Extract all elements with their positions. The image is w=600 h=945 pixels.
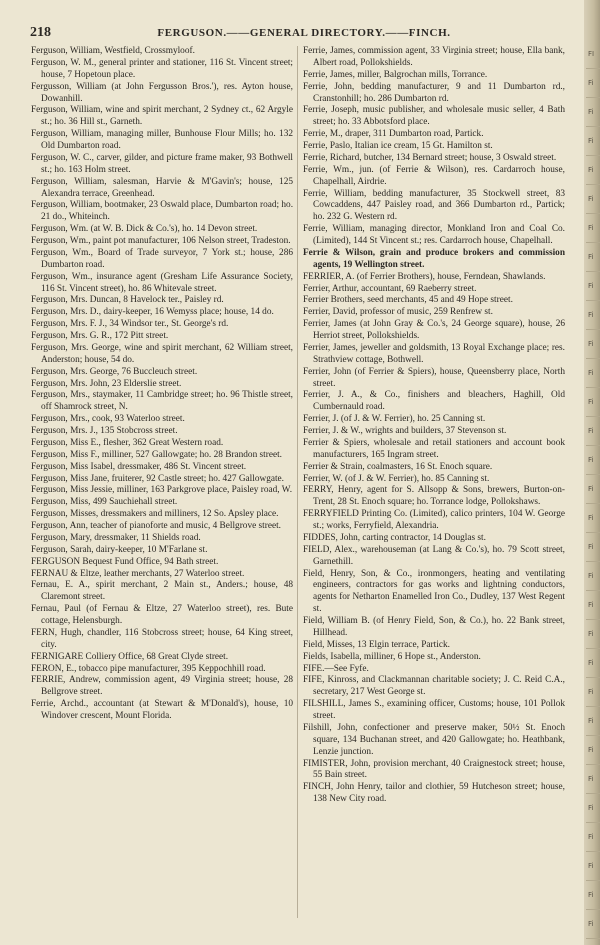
edge-tab: Fi (586, 388, 600, 417)
edge-tab: Fi (586, 823, 600, 852)
edge-tab: Fi (586, 185, 600, 214)
running-head: FERGUSON.——GENERAL DIRECTORY.——FINCH. (157, 27, 451, 39)
directory-entry: Ferrie, John, bedding manufacturer, 9 and 11 Dumbarton rd., Cranstonhill; ho. 286 Dumbarton rd. (303, 81, 565, 104)
edge-tab: Fi (586, 794, 600, 823)
directory-entry: FIFE, Kinross, and Clackmannan charitable society; J. C. Reid C.A., secretary, 217 West George st. (303, 675, 565, 698)
edge-tab: Fi (586, 678, 600, 707)
page-header (30, 24, 578, 42)
edge-tab: Fi (586, 359, 600, 388)
directory-entry: Ferrie, Richard, butcher, 134 Bernard street; house, 3 Oswald street. (303, 152, 557, 163)
directory-entry: Ferguson, Sarah, dairy-keeper, 10 M'Farlane st. (31, 544, 208, 555)
directory-entry: Ferguson, William, bootmaker, 23 Oswald place, Dumbarton road; ho. 21 do., Whiteinch. (31, 200, 294, 223)
directory-entry: Ferrier, James (at John Gray & Co.'s, 24 George square), house, 26 Herriot street, Pollokshields. (303, 319, 565, 341)
edge-tab: Fi (586, 765, 600, 794)
directory-entry: Ferguson, Mrs., staymaker, 11 Cambridge street; ho. 96 Thistle street, off Shamrock street, N. (31, 390, 293, 413)
directory-entry: FERNIGARE Colliery Office, 68 Great Clyde street. (31, 651, 229, 662)
directory-entry: Ferrie, Joseph, music publisher, and wholesale music seller, 4 Bath street; ho. 33 Abbotsford place. (303, 105, 565, 128)
edge-tab: Fi (586, 446, 600, 475)
directory-entry: Ferrier, John (of Ferrier & Spiers), house, Queensberry place, North street. (303, 366, 565, 389)
edge-tab: Fi (586, 649, 600, 678)
column-divider (297, 46, 298, 918)
directory-entry: FIMISTER, John, provision merchant, 40 Craignestock street; house, 55 Bain street. (303, 758, 565, 781)
directory-entry: Ferguson, Mrs. Duncan, 8 Havelock ter., Paisley rd. (31, 295, 224, 306)
directory-entry: Filshill, John, confectioner and preserve maker, 50½ St. Enoch square, 134 Buchanan street, and 420 Gallowgate; ho. Heathbank, Lenzie junction. (303, 722, 565, 757)
edge-tab: FI (586, 40, 600, 69)
directory-entry: FINCH, John Henry, tailor and clothier, 59 Hutcheson street; house, 138 New City road. (303, 782, 565, 805)
edge-tab: Fi (586, 852, 600, 881)
edge-tab: Fi (586, 301, 600, 330)
directory-entry: Field, William B. (of Henry Field, Son, & Co.), ho. 22 Bank street, Hillhead. (303, 616, 565, 638)
edge-tab: Fi (586, 504, 600, 533)
directory-entry: FERON, E., tobacco pipe manufacturer, 395 Keppochhill road. (31, 663, 266, 674)
directory-entry: Ferguson, Mrs. F. J., 34 Windsor ter., St. George's rd. (31, 319, 229, 330)
page-edge (584, 0, 600, 945)
directory-entry: Ferguson, Miss, 499 Sauchiehall street. (31, 497, 178, 508)
directory-entry: Ferrier, J. A., & Co., finishers and bleachers, Haghill, Old Cumbernauld road. (303, 390, 565, 413)
directory-entry: Ferrie, William, managing director, Monkland Iron and Coal Co. (Limited), 144 St Vincent st.; res. Cardarroch house, Chapelhall. (303, 224, 565, 246)
directory-entry: FERRIE, Andrew, commission agent, 49 Virginia street; house, 28 Bellgrove street. (31, 675, 293, 698)
directory-entry: Ferrie, Archd., accountant (at Stewart & M'Donald's), house, 10 Windover crescent, Mount Florida. (31, 699, 293, 721)
directory-entry: Ferrie & Wilson, grain and produce brokers and commission agents, 19 Wellington street. (303, 247, 565, 270)
directory-entry: Ferguson, William, managing miller, Bunhouse Flour Mills; ho. 132 Old Dumbarton road. (31, 129, 293, 151)
directory-entry: Ferrie, James, commission agent, 33 Virginia street; house, Ella bank, Albert road, Pollokshields. (303, 46, 565, 68)
directory-entry: Ferguson, Miss Jessie, milliner, 163 Parkgrove place, Paisley road, W. (31, 485, 293, 496)
directory-entry: Ferrie, M., draper, 311 Dumbarton road, Partick. (303, 129, 484, 140)
directory-entry: FERRYFIELD Printing Co. (Limited), calico printers, 104 W. George st.; works, Ferryfield, Alexandria. (303, 509, 565, 531)
edge-tab: Fi (586, 243, 600, 272)
directory-entry: Ferguson, Miss Jane, fruiterer, 92 Castle street; ho. 427 Gallowgate. (31, 473, 285, 484)
directory-entry: Field, Henry, Son, & Co., ironmongers, heating and ventilating engineers, contractors for gas works and lightning conductors, agents for Netharton Enamelled Iron Co., Dudley, 137 West Regent st. (303, 568, 565, 615)
directory-entry: Ferguson, Mrs. George, wine and spirit merchant, 62 William street, Anderston; house, 54 do. (31, 342, 293, 365)
directory-entry: Ferrier, J. & W., wrights and builders, 37 Stevenson st. (303, 426, 507, 436)
edge-tab: Fi (586, 69, 600, 98)
edge-tab: Fi (586, 736, 600, 765)
directory-entry: Ferrier, David, professor of music, 259 Renfrew st. (303, 307, 493, 318)
directory-entry: Ferrier, Arthur, accountant, 69 Raeberry street. (303, 283, 477, 294)
edge-tab: Fi (586, 127, 600, 156)
directory-entry: Ferguson, Miss E., flesher, 362 Great Western road. (31, 437, 224, 448)
directory-entry: Ferguson, Ann, teacher of pianoforte and music, 4 Bellgrove street. (31, 521, 282, 531)
directory-entry: FERGUSON Bequest Fund Office, 94 Bath street. (31, 556, 219, 567)
directory-entry: FIDDES, John, carting contractor, 14 Douglas st. (303, 532, 486, 543)
directory-entry: Fergusson, William (at John Fergusson Bros.'), res. Ayton house, Dowanhill. (31, 81, 293, 104)
directory-entry: Ferguson, Mary, dressmaker, 11 Shields road. (31, 532, 201, 543)
directory-entry: Fields, Isabella, milliner, 6 Hope st., Anderston. (303, 651, 481, 662)
edge-tab: Fi (586, 591, 600, 620)
edge-tab: Fi (586, 707, 600, 736)
right-column (303, 46, 565, 806)
directory-entry: Ferguson, Wm. (at W. B. Dick & Co.'s), ho. 14 Devon street. (31, 224, 258, 235)
directory-entry: Ferrie, Wm., jun. (of Ferrie & Wilson), res. Cardarroch house, Chapelhall, Airdrie. (303, 164, 565, 187)
directory-entry: FERN, Hugh, chandler, 116 Stobcross street; house, 64 King street, city. (31, 627, 293, 650)
directory-entry: Ferguson, William, Westfield, Crossmyloof. (31, 46, 195, 56)
directory-entry: Ferguson, Mrs. George, 76 Buccleuch street. (31, 366, 198, 377)
edge-tab: Fi (586, 910, 600, 939)
directory-entry: Ferguson, Wm., paint pot manufacturer, 106 Nelson street, Tradeston. (31, 236, 291, 246)
edge-tab: Fi (586, 330, 600, 359)
directory-entry: Ferrier & Spiers, wholesale and retail stationers and account book manufacturers, 165 Ingram street. (303, 437, 565, 460)
edge-tab: Fi (586, 475, 600, 504)
directory-entry: Ferrie, William, bedding manufacturer, 35 Stockwell street, 83 Cowcaddens, 447 Paisley road, and 366 Dumbarton rd., Partick; ho. 232 G. Western rd. (303, 188, 565, 223)
directory-entry: Ferrier, W. (of J. & W. Ferrier), ho. 85 Canning st. (303, 473, 490, 484)
page-number: 218 (30, 25, 51, 40)
edge-tab: Fi (586, 881, 600, 910)
directory-entry: Ferguson, Wm., Board of Trade surveyor, 7 York st.; house, 286 Dumbarton road. (31, 247, 293, 270)
edge-tab: Fi (586, 417, 600, 446)
directory-entry: Ferguson, Mrs. J., 135 Stobcross street. (31, 426, 178, 436)
directory-entry: Ferrier & Strain, coalmasters, 16 St. Enoch square. (303, 461, 493, 472)
directory-entry: Ferrie, James, miller, Balgrochan mills, Torrance. (303, 69, 488, 80)
edge-tab: Fi (586, 533, 600, 562)
directory-entry: Ferguson, William, wine and spirit merchant, 2 Sydney ct., 62 Argyle st.; ho. 36 Hill st., Garneth. (31, 105, 293, 128)
edge-tab: Fi (586, 156, 600, 185)
directory-entry: FERRY, Henry, agent for S. Allsopp & Sons, brewers, Burton-on-Trent, 28 St. Enoch square; ho. Torrance lodge, Pollokshaws. (303, 485, 565, 508)
adjacent-page-tabs (586, 40, 600, 928)
directory-entry: Fernau, Paul (of Fernau & Eltze, 27 Waterloo street), res. Bute cottage, Helensburgh. (31, 604, 293, 626)
edge-tab: Fi (586, 98, 600, 127)
directory-entry: FIFE.—See Fyfe. (303, 663, 369, 674)
directory-entry: Ferguson, W. C., carver, gilder, and picture frame maker, 93 Bothwell st.; ho. 163 Holm street. (31, 152, 293, 175)
directory-entry: Ferrie, Paslo, Italian ice cream, 15 Gt. Hamilton st. (303, 141, 493, 151)
directory-entry: Ferguson, Miss F., milliner, 527 Gallowgate; ho. 28 Brandon street. (31, 449, 282, 460)
edge-tab: Fi (586, 620, 600, 649)
directory-entry: Ferguson, Mrs. John, 23 Elderslie street. (31, 378, 182, 389)
directory-entry: Ferguson, W. M., general printer and stationer, 116 St. Vincent street; house, 7 Hopetoun place. (31, 57, 293, 80)
directory-entry: Ferguson, William, salesman, Harvie & M'Gavin's; house, 125 Alexandra terrace, Greenhead. (31, 176, 293, 199)
directory-entry: FERRIER, A. (of Ferrier Brothers), house, Ferndean, Shawlands. (303, 271, 546, 282)
directory-entry: FERNAU & Eltze, leather merchants, 27 Waterloo street. (31, 568, 245, 579)
directory-entry: Ferguson, Mrs. D., dairy-keeper, 16 Wemyss place; house, 14 do. (31, 307, 274, 318)
directory-entry: FILSHILL, James S., examining officer, Customs; house, 101 Pollok street. (303, 699, 565, 721)
directory-entry: Ferguson, Mrs. G. R., 172 Pitt street. (31, 331, 169, 341)
directory-entry: Ferrier, James, jeweller and goldsmith, 13 Royal Exchange place; res. Strathview cottage, Bothwell. (303, 342, 565, 365)
edge-tab: Fi (586, 562, 600, 591)
directory-entry: Ferguson, Miss Isabel, dressmaker, 486 St. Vincent street. (31, 461, 247, 472)
directory-entry: Ferguson, Misses, dressmakers and milliners, 12 So. Apsley place. (31, 509, 279, 520)
directory-entry: Field, Misses, 13 Elgin terrace, Partick. (303, 639, 450, 650)
directory-entry: FIELD, Alex., warehouseman (at Lang & Co.'s), ho. 79 Scott street, Garnethill. (303, 544, 565, 567)
edge-tab: Fi (586, 214, 600, 243)
directory-entry: Ferguson, Mrs., cook, 93 Waterloo street. (31, 414, 185, 425)
directory-entry: Ferrier Brothers, seed merchants, 45 and 49 Hope street. (303, 295, 513, 306)
directory-entry: Ferguson, Wm., insurance agent (Gresham Life Assurance Society, 116 St. Vincent street), ho. 86 Whitevale street. (31, 271, 293, 294)
directory-entry: Ferrier, J. (of J. & W. Ferrier), ho. 25 Canning st. (303, 414, 486, 425)
left-column (31, 46, 293, 723)
edge-tab: Fi (586, 272, 600, 301)
directory-entry: Fernau, E. A., spirit merchant, 2 Main st., Anders.; house, 48 Claremont street. (31, 580, 293, 603)
